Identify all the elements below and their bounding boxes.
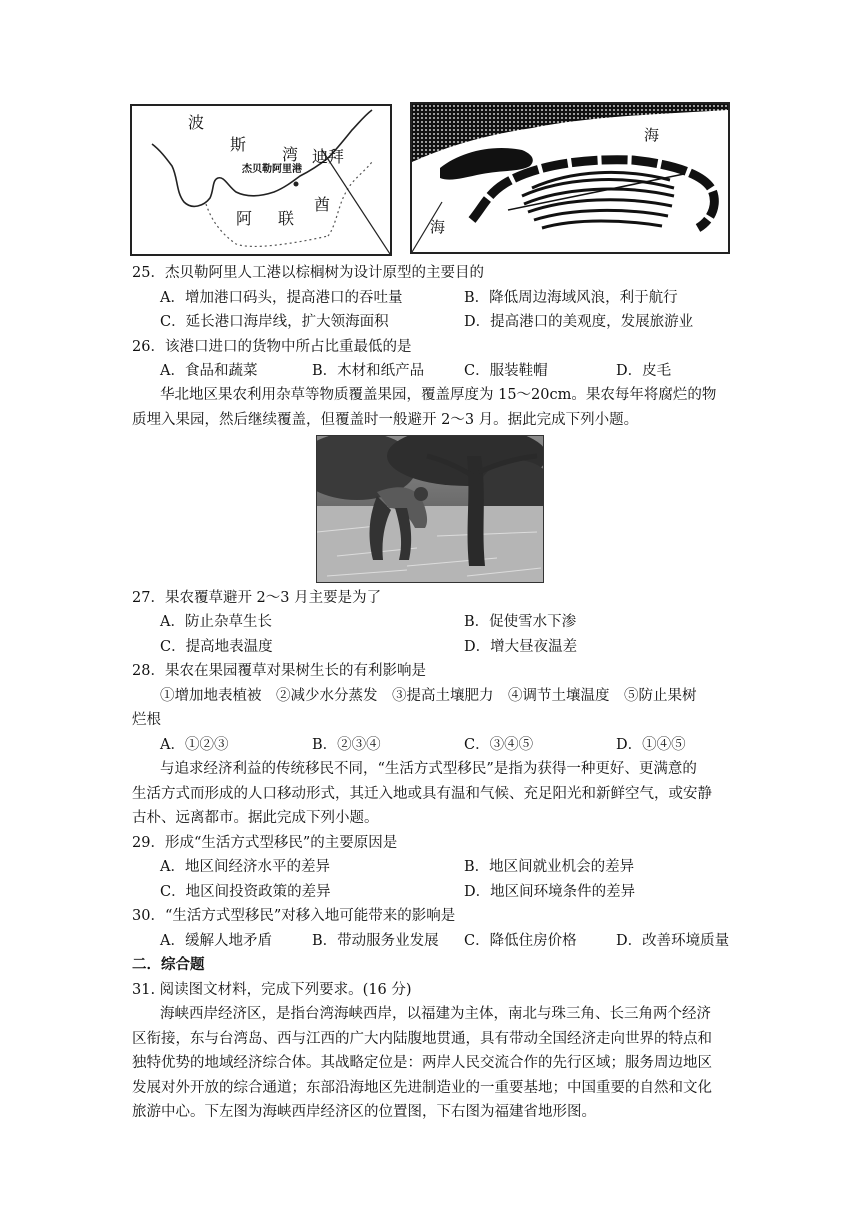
palm-port-map xyxy=(410,102,730,254)
q29-option-d: D．地区间环境条件的差异 xyxy=(464,884,636,900)
label-sea-bottom: 海 xyxy=(430,218,446,236)
label-dubai: 迪拜 xyxy=(312,147,345,166)
label-a: 阿 xyxy=(236,209,253,228)
q31-passage-line2: 区衔接，东与台湾岛、西与江西的广大内陆腹地贯通，具有带动全国经济走向世界的特点和 xyxy=(132,1031,712,1047)
q30-option-b: B．带动服务业发展 xyxy=(312,933,439,949)
q28-statements-line1: ①增加地表植被 ②减少水分蒸发 ③提高土壤肥力 ④调节土壤温度 ⑤防止果树 xyxy=(160,688,697,704)
q26-option-b: B．木材和纸产品 xyxy=(312,363,425,379)
label-lian: 联 xyxy=(278,209,295,228)
q30-option-a: A．缓解人地矛盾 xyxy=(160,933,272,949)
q30-option-c: C．降低住房价格 xyxy=(464,933,577,949)
q29-option-b: B．地区间就业机会的差异 xyxy=(464,859,635,875)
q31-passage-line5: 旅游中心。下左图为海峡西岸经济区的位置图，下右图为福建省地形图。 xyxy=(132,1104,596,1120)
q29-option-c: C．地区间投资政策的差异 xyxy=(160,884,331,900)
passage3-line2: 生活方式而形成的人口移动形式，其迁入地或具有温和气候、充足阳光和新鲜空气，或安静 xyxy=(132,786,712,802)
farmer-mulching-image xyxy=(317,436,543,582)
orchard-photo xyxy=(316,435,544,583)
q31-stem: 31. 阅读图文材料，完成下列要求。(16 分) xyxy=(132,982,412,998)
label-sea-top: 海 xyxy=(644,126,660,144)
palm-island-drawing xyxy=(412,104,728,252)
label-jebel-ali-port: 杰贝勒阿里港 xyxy=(242,164,302,175)
q27-option-b: B．促使雪水下渗 xyxy=(464,614,577,630)
passage3-line3: 古朴、远离都市。据此完成下列小题。 xyxy=(132,810,379,826)
q28-option-b: B．②③④ xyxy=(312,737,381,753)
q28-stem: 28．果农在果园覆草对果树生长的有利影响是 xyxy=(132,663,426,679)
q30-option-d: D．改善环境质量 xyxy=(616,933,730,949)
q29-option-a: A．地区间经济水平的差异 xyxy=(160,859,330,875)
q26-stem: 26．该港口进口的货物中所占比重最低的是 xyxy=(132,339,412,355)
q26-option-a: A．食品和蔬菜 xyxy=(160,363,258,379)
q27-stem: 27．果农覆草避开 2～3 月主要是为了 xyxy=(132,590,382,606)
q27-option-a: A．防止杂草生长 xyxy=(160,614,272,630)
q28-option-d: D．①④⑤ xyxy=(616,737,686,753)
label-si: 斯 xyxy=(230,135,247,154)
q28-option-c: C．③④⑤ xyxy=(464,737,534,753)
q31-passage-line1: 海峡西岸经济区，是指台湾海峡西岸，以福建为主体，南北与珠三角、长三角两个经济 xyxy=(160,1006,711,1022)
q27-option-c: C．提高地表温度 xyxy=(160,639,273,655)
q27-option-d: D．增大昼夜温差 xyxy=(464,639,578,655)
label-wan: 湾 xyxy=(282,145,299,164)
q31-passage-line4: 发展对外开放的综合通道；东部沿海地区先进制造业的一重要基地；中国重要的自然和文化 xyxy=(132,1080,712,1096)
q25-option-b: B．降低周边海域风浪，利于航行 xyxy=(464,290,678,306)
q30-stem: 30．“生活方式型移民”对移入地可能带来的影响是 xyxy=(132,908,456,924)
passage2-line2: 质埋入果园，然后继续覆盖，但覆盖时一般避开 2～3 月。据此完成下列小题。 xyxy=(132,412,639,428)
q29-stem: 29．形成“生活方式型移民”的主要原因是 xyxy=(132,835,398,851)
label-qiu: 酋 xyxy=(314,195,331,214)
q28-statements-line2: 烂根 xyxy=(132,712,161,728)
passage3-line1: 与追求经济利益的传统移民不同，“生活方式型移民”是指为获得一种更好、更满意的 xyxy=(160,761,697,777)
passage2-line1: 华北地区果农利用杂草等物质覆盖果园，覆盖厚度为 15～20cm。果农每年将腐烂的物 xyxy=(160,387,717,403)
q25-option-d: D．提高港口的美观度，发展旅游业 xyxy=(464,314,694,330)
q26-option-c: C．服装鞋帽 xyxy=(464,363,548,379)
q25-option-a: A．增加港口码头，提高港口的吞吐量 xyxy=(160,290,403,306)
persian-gulf-map xyxy=(130,104,392,256)
q25-stem: 25．杰贝勒阿里人工港以棕榈树为设计原型的主要目的 xyxy=(132,265,484,281)
q31-passage-line3: 独特优势的地域经济综合体。其战略定位是：两岸人民交流合作的先行区域；服务周边地区 xyxy=(132,1055,712,1071)
q25-option-c: C．延长港口海岸线，扩大领海面积 xyxy=(160,314,389,330)
label-bo: 波 xyxy=(188,113,205,132)
coastline-drawing xyxy=(132,106,390,254)
q26-option-d: D．皮毛 xyxy=(616,363,672,379)
section2-title: 二．综合题 xyxy=(132,957,205,973)
q28-option-a: A．①②③ xyxy=(160,737,229,753)
